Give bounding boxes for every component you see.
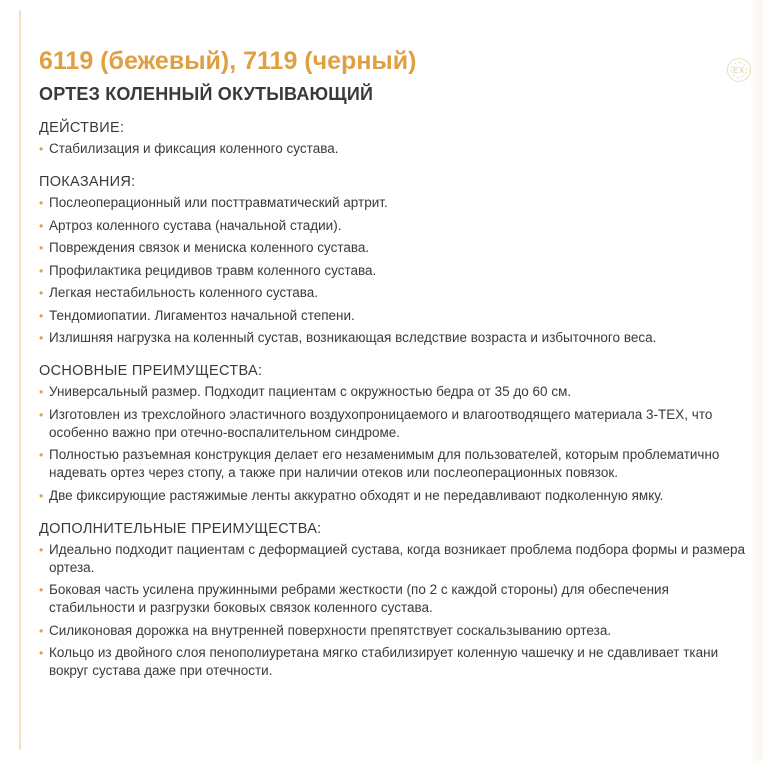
- item-text: Артроз коленного сустава (начальной стадии).: [49, 217, 342, 233]
- bullet-icon: •: [39, 646, 44, 660]
- emblem-icon: EX: [727, 58, 751, 82]
- item-text: Легкая нестабильность коленного сустава.: [49, 285, 319, 300]
- section-heading: ДЕЙСТВИЕ:: [39, 120, 125, 136]
- section-main-advantages: [39, 361, 751, 505]
- bullet-icon: •: [39, 218, 44, 233]
- section-list: [39, 541, 751, 681]
- list-item: [39, 487, 751, 505]
- section-list: [39, 383, 751, 505]
- item-text: Универсальный размер. Подходит пациентам с окружностью бедра от 35 до 60 см.: [49, 384, 572, 399]
- list-item: [39, 383, 751, 401]
- item-text: Боковая часть усилена пружинными ребрами жесткости (по 2 с каждой стороны) для обеспечения стабильности и разгрузки боковых связок коленного сустава.: [49, 582, 669, 615]
- bullet-icon: •: [39, 196, 44, 210]
- list-item: [39, 262, 751, 280]
- section-list: [39, 140, 751, 158]
- list-item: [39, 140, 751, 158]
- bullet-icon: •: [39, 263, 44, 278]
- item-text: Идеально подходит пациентам с деформацией сустава, когда возникает проблема подбора формы и размера ортеза.: [49, 541, 746, 575]
- product-description: [39, 44, 751, 685]
- bullet-icon: •: [39, 142, 44, 156]
- bullet-icon: •: [39, 542, 44, 557]
- item-text: Излишняя нагрузка на коленный сустав, возникающая вследствие возраста и избыточного веса.: [49, 330, 657, 345]
- list-item: [39, 581, 751, 617]
- page-title: 6119 (бежевый), 7119 (черный): [39, 47, 417, 75]
- list-item: [39, 329, 751, 347]
- item-text: Послеоперационный или посттравматический артрит.: [49, 195, 388, 210]
- item-text: Полностью разъемная конструкция делает его незаменимым для пользователей, которым проблематично надевать ортез через стопу, а также при наличии отеков или послеоперационных повязок.: [49, 447, 720, 480]
- section-indications: [39, 172, 751, 347]
- section-heading: ОСНОВНЫЕ ПРЕИМУЩЕСТВА:: [39, 363, 263, 379]
- item-text: Стабилизация и фиксация коленного сустава.: [49, 141, 339, 156]
- bullet-icon: •: [39, 385, 44, 399]
- section-heading: ДОПОЛНИТЕЛЬНЫЕ ПРЕИМУЩЕСТВА:: [39, 520, 322, 537]
- item-text: Повреждения связок и мениска коленного сустава.: [49, 240, 370, 255]
- section-list: [39, 194, 751, 347]
- list-item: [39, 446, 751, 482]
- bullet-icon: •: [39, 583, 44, 597]
- section-action: [39, 118, 751, 158]
- bullet-icon: •: [39, 623, 44, 638]
- bullet-icon: •: [39, 407, 44, 422]
- bullet-icon: •: [39, 308, 44, 323]
- list-item: [39, 217, 751, 235]
- item-text: Кольцо из двойного слоя пенополиуретана мягко стабилизирует коленную чашечку и не сдавливает ткани вокруг сустава даже при отечности.: [49, 645, 719, 678]
- list-item: [39, 284, 751, 302]
- list-item: [39, 644, 751, 680]
- list-item: [39, 307, 751, 325]
- product-subtitle: ОРТЕЗ КОЛЕННЫЙ ОКУТЫВАЮЩИЙ: [39, 84, 374, 104]
- list-item: [39, 622, 751, 640]
- item-text: Изготовлен из трехслойного эластичного воздухопроницаемого и влагоотводящего материала 3-TEX, что особенно важно при отечно-воспалительном синдроме.: [49, 406, 713, 440]
- item-text: Профилактика рецидивов травм коленного сустава.: [49, 262, 377, 278]
- bullet-icon: •: [39, 286, 44, 300]
- left-margin-rule: [19, 10, 21, 750]
- item-text: Две фиксирующие растяжимые ленты аккуратно обходят и не передавливают подколенную ямку.: [49, 487, 664, 503]
- list-item: [39, 239, 751, 257]
- right-edge-shade: [749, 0, 763, 761]
- bullet-icon: •: [39, 331, 44, 345]
- list-item: [39, 406, 751, 442]
- section-additional-advantages: [39, 519, 751, 681]
- list-item: [39, 194, 751, 212]
- section-heading: ПОКАЗАНИЯ:: [39, 174, 136, 190]
- item-text: Тендомиопатии. Лигаментоз начальной степени.: [49, 307, 355, 323]
- list-item: [39, 541, 751, 577]
- bullet-icon: •: [39, 488, 44, 503]
- bullet-icon: •: [39, 448, 44, 462]
- item-text: Силиконовая дорожка на внутренней поверхности препятствует соскальзыванию ортеза.: [49, 622, 612, 638]
- bullet-icon: •: [39, 241, 44, 255]
